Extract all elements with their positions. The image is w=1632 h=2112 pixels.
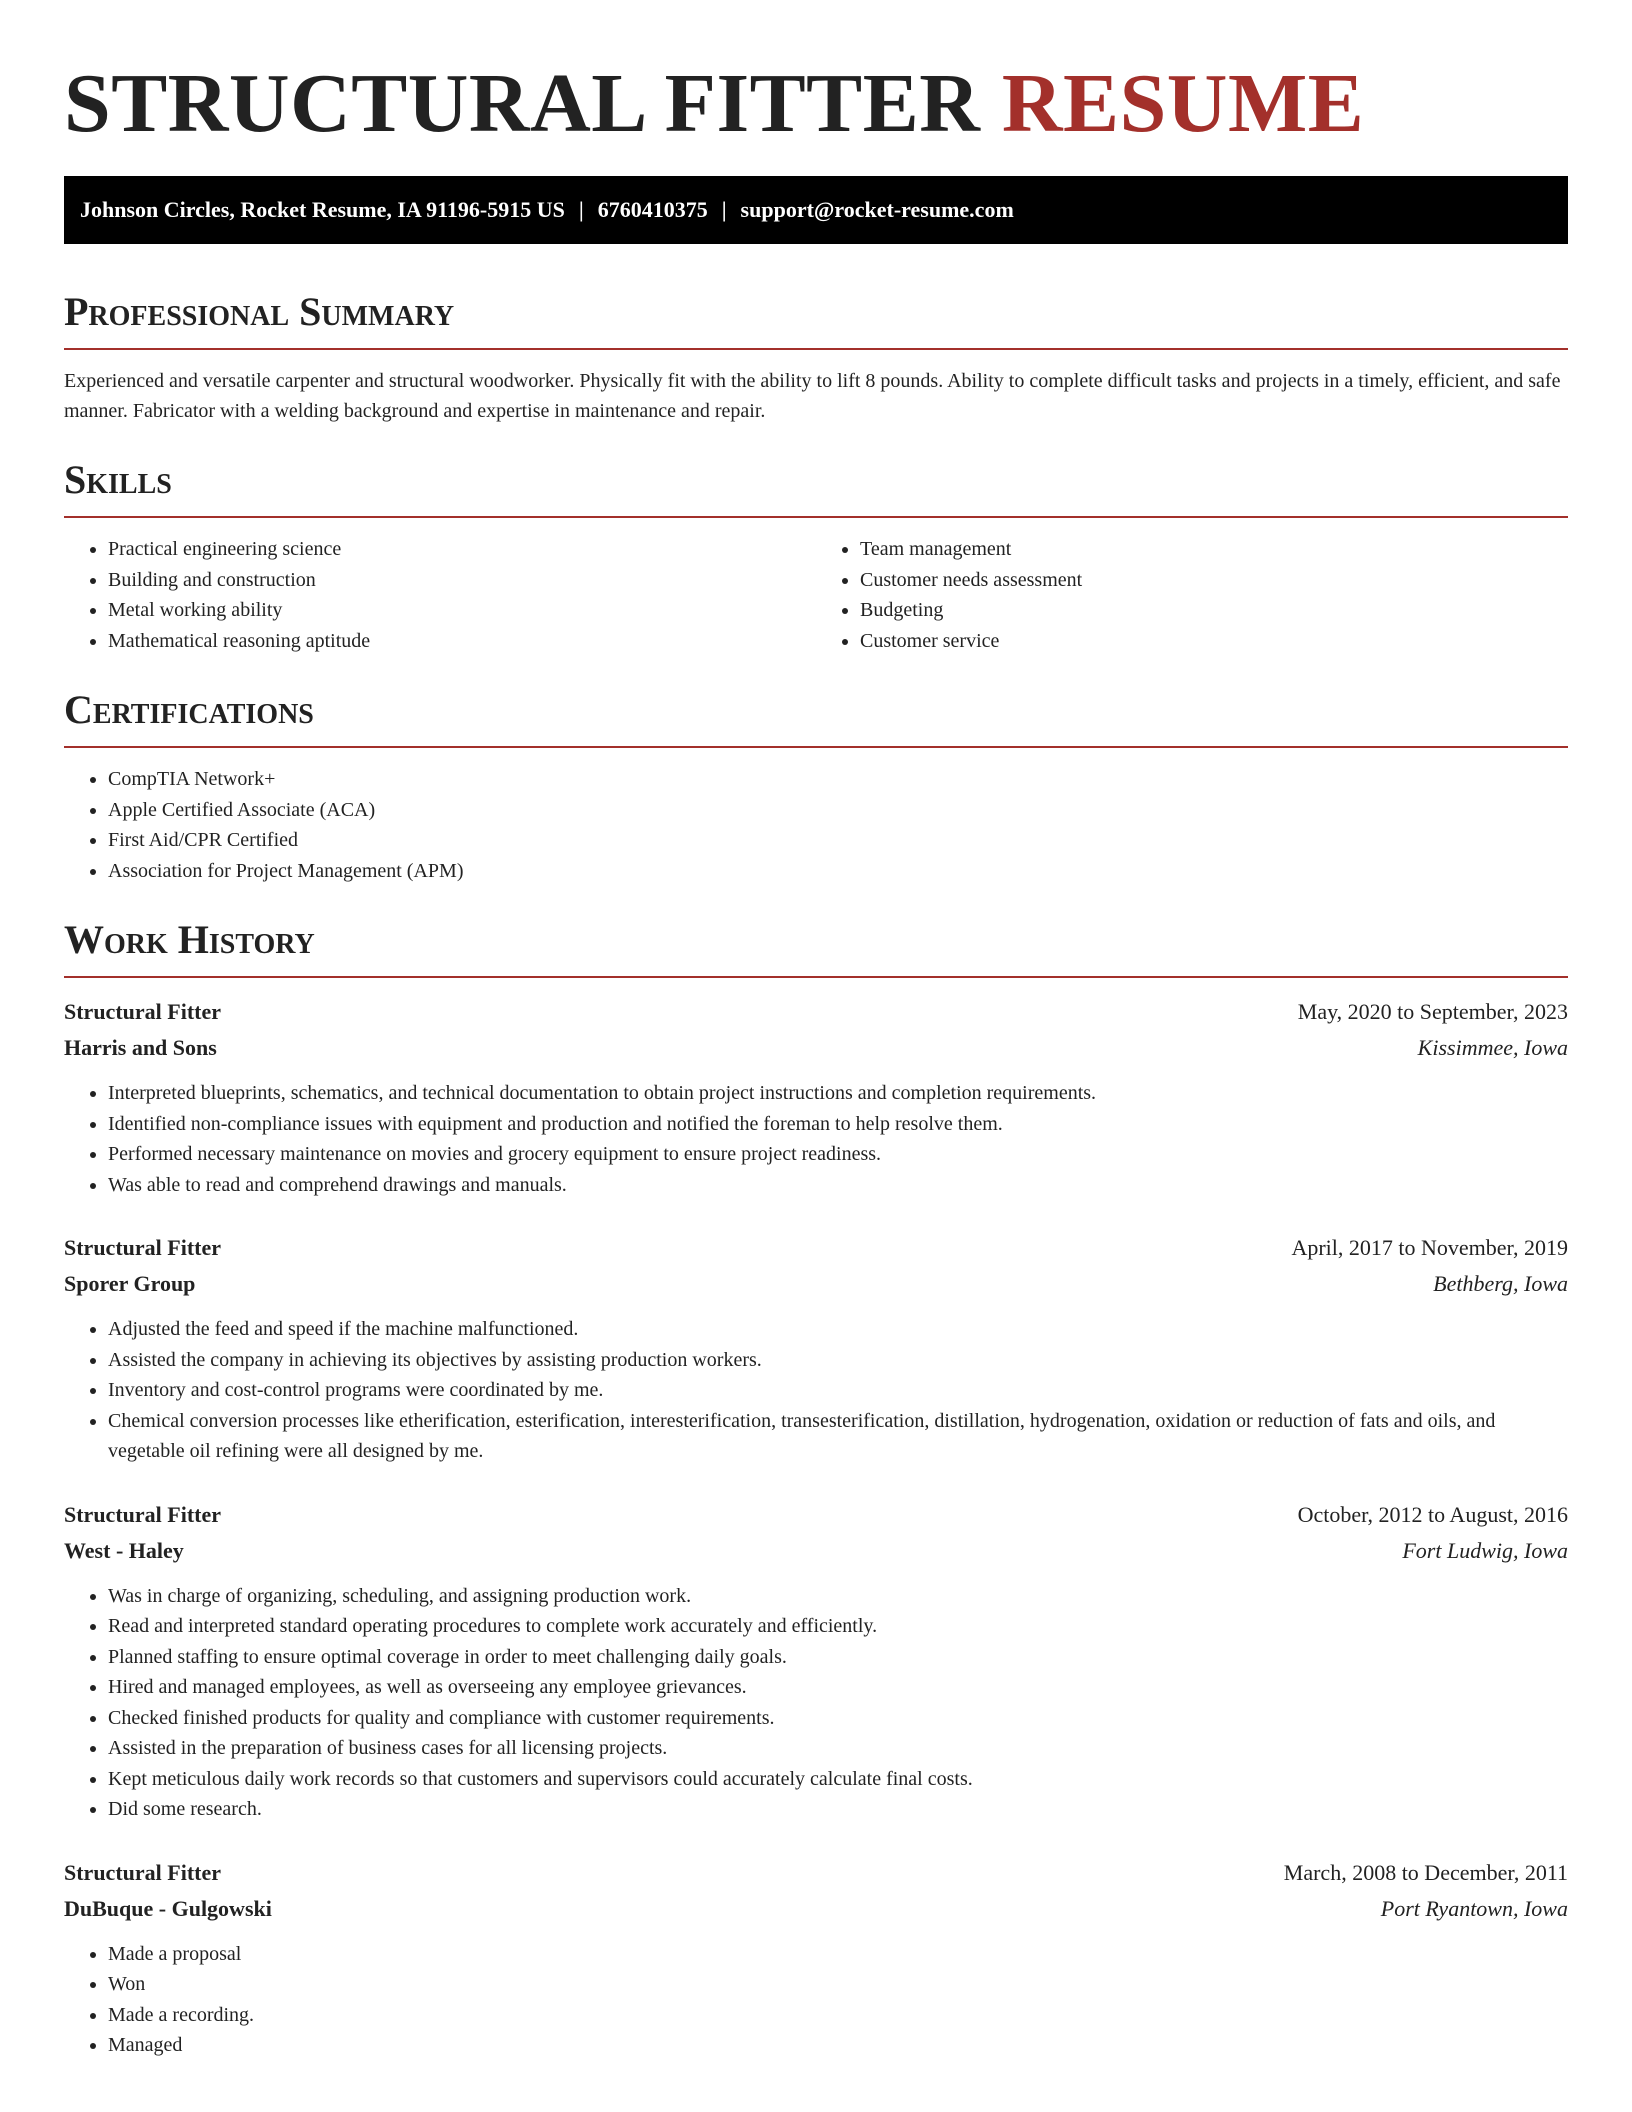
job-bullet: • Managed [108,2030,1568,2061]
work-history-section [64,916,1568,2061]
job-location: Port Ryantown, Iowa [1380,1895,1568,1921]
certification-item: • Association for Project Management (APM) [108,856,1568,887]
resume-title-main: STRUCTURAL FITTER [64,57,981,150]
job-bullet: • Was in charge of organizing, scheduling, and assigning production work. [108,1581,1568,1612]
resume-title [64,58,1568,150]
job-entry [64,1855,1568,2061]
job-title: Structural Fitter [64,1235,221,1260]
job-title: Structural Fitter [64,999,221,1024]
job-bullet: • Made a proposal [108,1939,1568,1970]
certifications-section [64,686,1568,886]
skill-item: • Customer needs assessment [860,565,1568,596]
skill-item: • Metal working ability [108,595,816,626]
job-title: Structural Fitter [64,1859,221,1885]
job-bullets [64,1581,1568,1825]
skills-list-right [816,534,1568,656]
job-bullet: • Assisted the company in achieving its objectives by assisting production workers. [108,1345,1568,1376]
skills-list-left [64,534,816,656]
job-bullet: • Inventory and cost-control programs were coordinated by me. [108,1375,1568,1406]
skills-section [64,456,1568,656]
job-entry [64,1497,1568,1825]
job-bullet: • Checked finished products for quality and compliance with customer requirements. [108,1703,1568,1734]
summary-section [64,288,1568,426]
job-company: DuBuque - Gulgowski [64,1895,272,1921]
job-title: Structural Fitter [64,1501,221,1527]
certification-item: • CompTIA Network+ [108,764,1568,795]
job-dates: April, 2017 to November, 2019 [1291,1235,1568,1260]
contact-separator: | [578,197,584,222]
certifications-heading: Certifications [64,686,1568,748]
skills-column-left [64,534,816,656]
job-bullet: • Planned staffing to ensure optimal coverage in order to meet challenging daily goals. [108,1642,1568,1673]
skill-item: • Team management [860,534,1568,565]
job-bullet: • Identified non-compliance issues with equipment and production and notified the foreman to help resolve them. [108,1109,1568,1140]
job-company: West - Haley [64,1537,184,1563]
job-company: Harris and Sons [64,1035,217,1060]
certification-item: • Apple Certified Associate (ACA) [108,795,1568,826]
contact-phone: 6760410375 [597,197,708,222]
contact-bar [64,176,1568,244]
job-company-row [64,1266,1568,1302]
job-dates: May, 2020 to September, 2023 [1297,999,1568,1024]
summary-heading: Professional Summary [64,288,1568,350]
skill-item: • Budgeting [860,595,1568,626]
skills-heading: Skills [64,456,1568,518]
job-bullet: • Kept meticulous daily work records so that customers and supervisors could accurately calculate final costs. [108,1764,1568,1795]
work-history-heading: Work History [64,916,1568,978]
job-dates: October, 2012 to August, 2016 [1297,1501,1568,1527]
job-header-row [64,994,1568,1030]
job-bullet: • Read and interpreted standard operating procedures to complete work accurately and efficiently. [108,1611,1568,1642]
job-location: Kissimmee, Iowa [1417,1035,1568,1060]
job-bullet: • Won [108,1969,1568,2000]
skills-columns [64,534,1568,656]
job-bullet: • Was able to read and comprehend drawings and manuals. [108,1170,1568,1201]
job-bullet: • Adjusted the feed and speed if the machine malfunctioned. [108,1314,1568,1345]
skill-item: • Mathematical reasoning aptitude [108,626,816,657]
job-company-row [64,1891,1568,1927]
job-entry [64,994,1568,1200]
job-bullet: • Did some research. [108,1794,1568,1825]
job-bullet: • Hired and managed employees, as well as overseeing any employee grievances. [108,1672,1568,1703]
job-bullet: • Assisted in the preparation of business cases for all licensing projects. [108,1733,1568,1764]
job-bullet: • Interpreted blueprints, schematics, and technical documentation to obtain project instructions and completion requirements. [108,1078,1568,1109]
resume-content [64,58,1568,2061]
job-bullets [64,1939,1568,2061]
job-company-row [64,1533,1568,1569]
job-entry [64,1230,1568,1467]
job-header-row [64,1855,1568,1891]
job-company: Sporer Group [64,1271,196,1296]
job-dates: March, 2008 to December, 2011 [1283,1859,1568,1885]
contact-email: support@rocket-resume.com [740,197,1014,222]
job-header-row [64,1497,1568,1533]
job-bullet: • Chemical conversion processes like etherification, esterification, interesterification, transesterification, distillation, hydrogenation, oxidation or reduction of fats and oils, and vegetable oil refining were all designed by me. [108,1406,1568,1467]
job-location: Fort Ludwig, Iowa [1402,1537,1568,1563]
contact-address: Johnson Circles, Rocket Resume, IA 91196-5915 US [80,197,565,222]
job-bullet: • Made a recording. [108,2000,1568,2031]
skill-item: • Building and construction [108,565,816,596]
resume-title-accent: RESUME [1001,57,1365,150]
summary-text: Experienced and versatile carpenter and structural woodworker. Physically fit with the ability to lift 8 pounds. Ability to complete difficult tasks and projects in a timely, efficient, and safe manner. Fabricator with a welding background and expertise in maintenance and repair. [64,370,1561,422]
job-header-row [64,1230,1568,1266]
job-bullets [64,1314,1568,1467]
job-company-row [64,1030,1568,1066]
skills-column-right [816,534,1568,656]
certifications-list [64,764,1568,886]
job-bullets [64,1078,1568,1200]
job-location: Bethberg, Iowa [1433,1271,1568,1296]
job-bullet: • Performed necessary maintenance on movies and grocery equipment to ensure project readiness. [108,1139,1568,1170]
contact-separator: | [721,197,727,222]
certification-item: • First Aid/CPR Certified [108,825,1568,856]
skill-item: • Practical engineering science [108,534,816,565]
skill-item: • Customer service [860,626,1568,657]
